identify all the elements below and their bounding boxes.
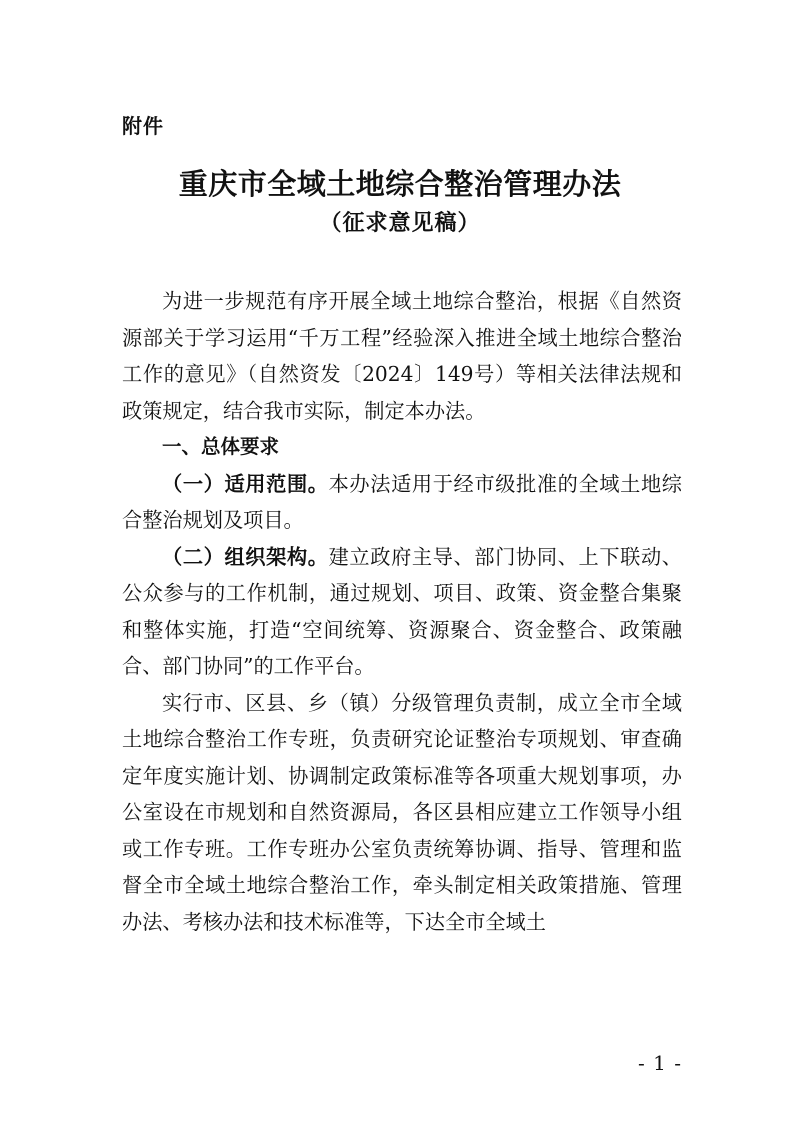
clause-organization-lead: （二）组织架构。 [162,544,329,569]
document-title: 重庆市全域土地综合整治管理办法 [178,167,622,201]
clause-scope [122,466,682,539]
paragraph-management-responsibility: 实行市、区县、乡（镇）分级管理负责制，成立全市全域土地综合整治工作专班，负责研究论证整治专项规划、审查确定年度实施计划、协调制定政策标准等各项重大规划事项，办公室设在市规划和自然资源局，各区县相应建立工作领导小组或工作专班。工作专班办公室负责统筹协调、指导、管理和监督全市全域土地综合整治工作，牵头制定相关政策措施、管理办法、考核办法和技术标准等，下达全市全域土 [122,690,682,934]
document-subtitle: （征求意见稿） [319,211,481,236]
clause-scope-text: 本办法适用于经市级批准的全域土地综合整治规划及项目。 [122,471,682,532]
document-body [122,283,682,940]
section-heading-general-requirements: 一、总体要求 [162,435,280,458]
intro-paragraph: 为进一步规范有序开展全域土地综合整治，根据《自然资源部关于学习运用“千万工程”经验深入推进全域土地综合整治工作的意见》（自然资发〔2024〕149号）等相关法律法规和政策规定，结合我市实际，制定本办法。 [122,289,682,423]
page-number: - 1 - [638,1051,682,1075]
clause-scope-lead: （一）适用范围。 [162,471,329,496]
clause-organization [122,539,682,685]
annex-label: 附件 [122,114,164,138]
clause-organization-text: 建立政府主导、部门协同、上下联动、公众参与的工作机制，通过规划、项目、政策、资金整合集聚和整体实施，打造“空间统筹、资源聚合、资金整合、政策融合、部门协同”的工作平台。 [122,544,682,678]
